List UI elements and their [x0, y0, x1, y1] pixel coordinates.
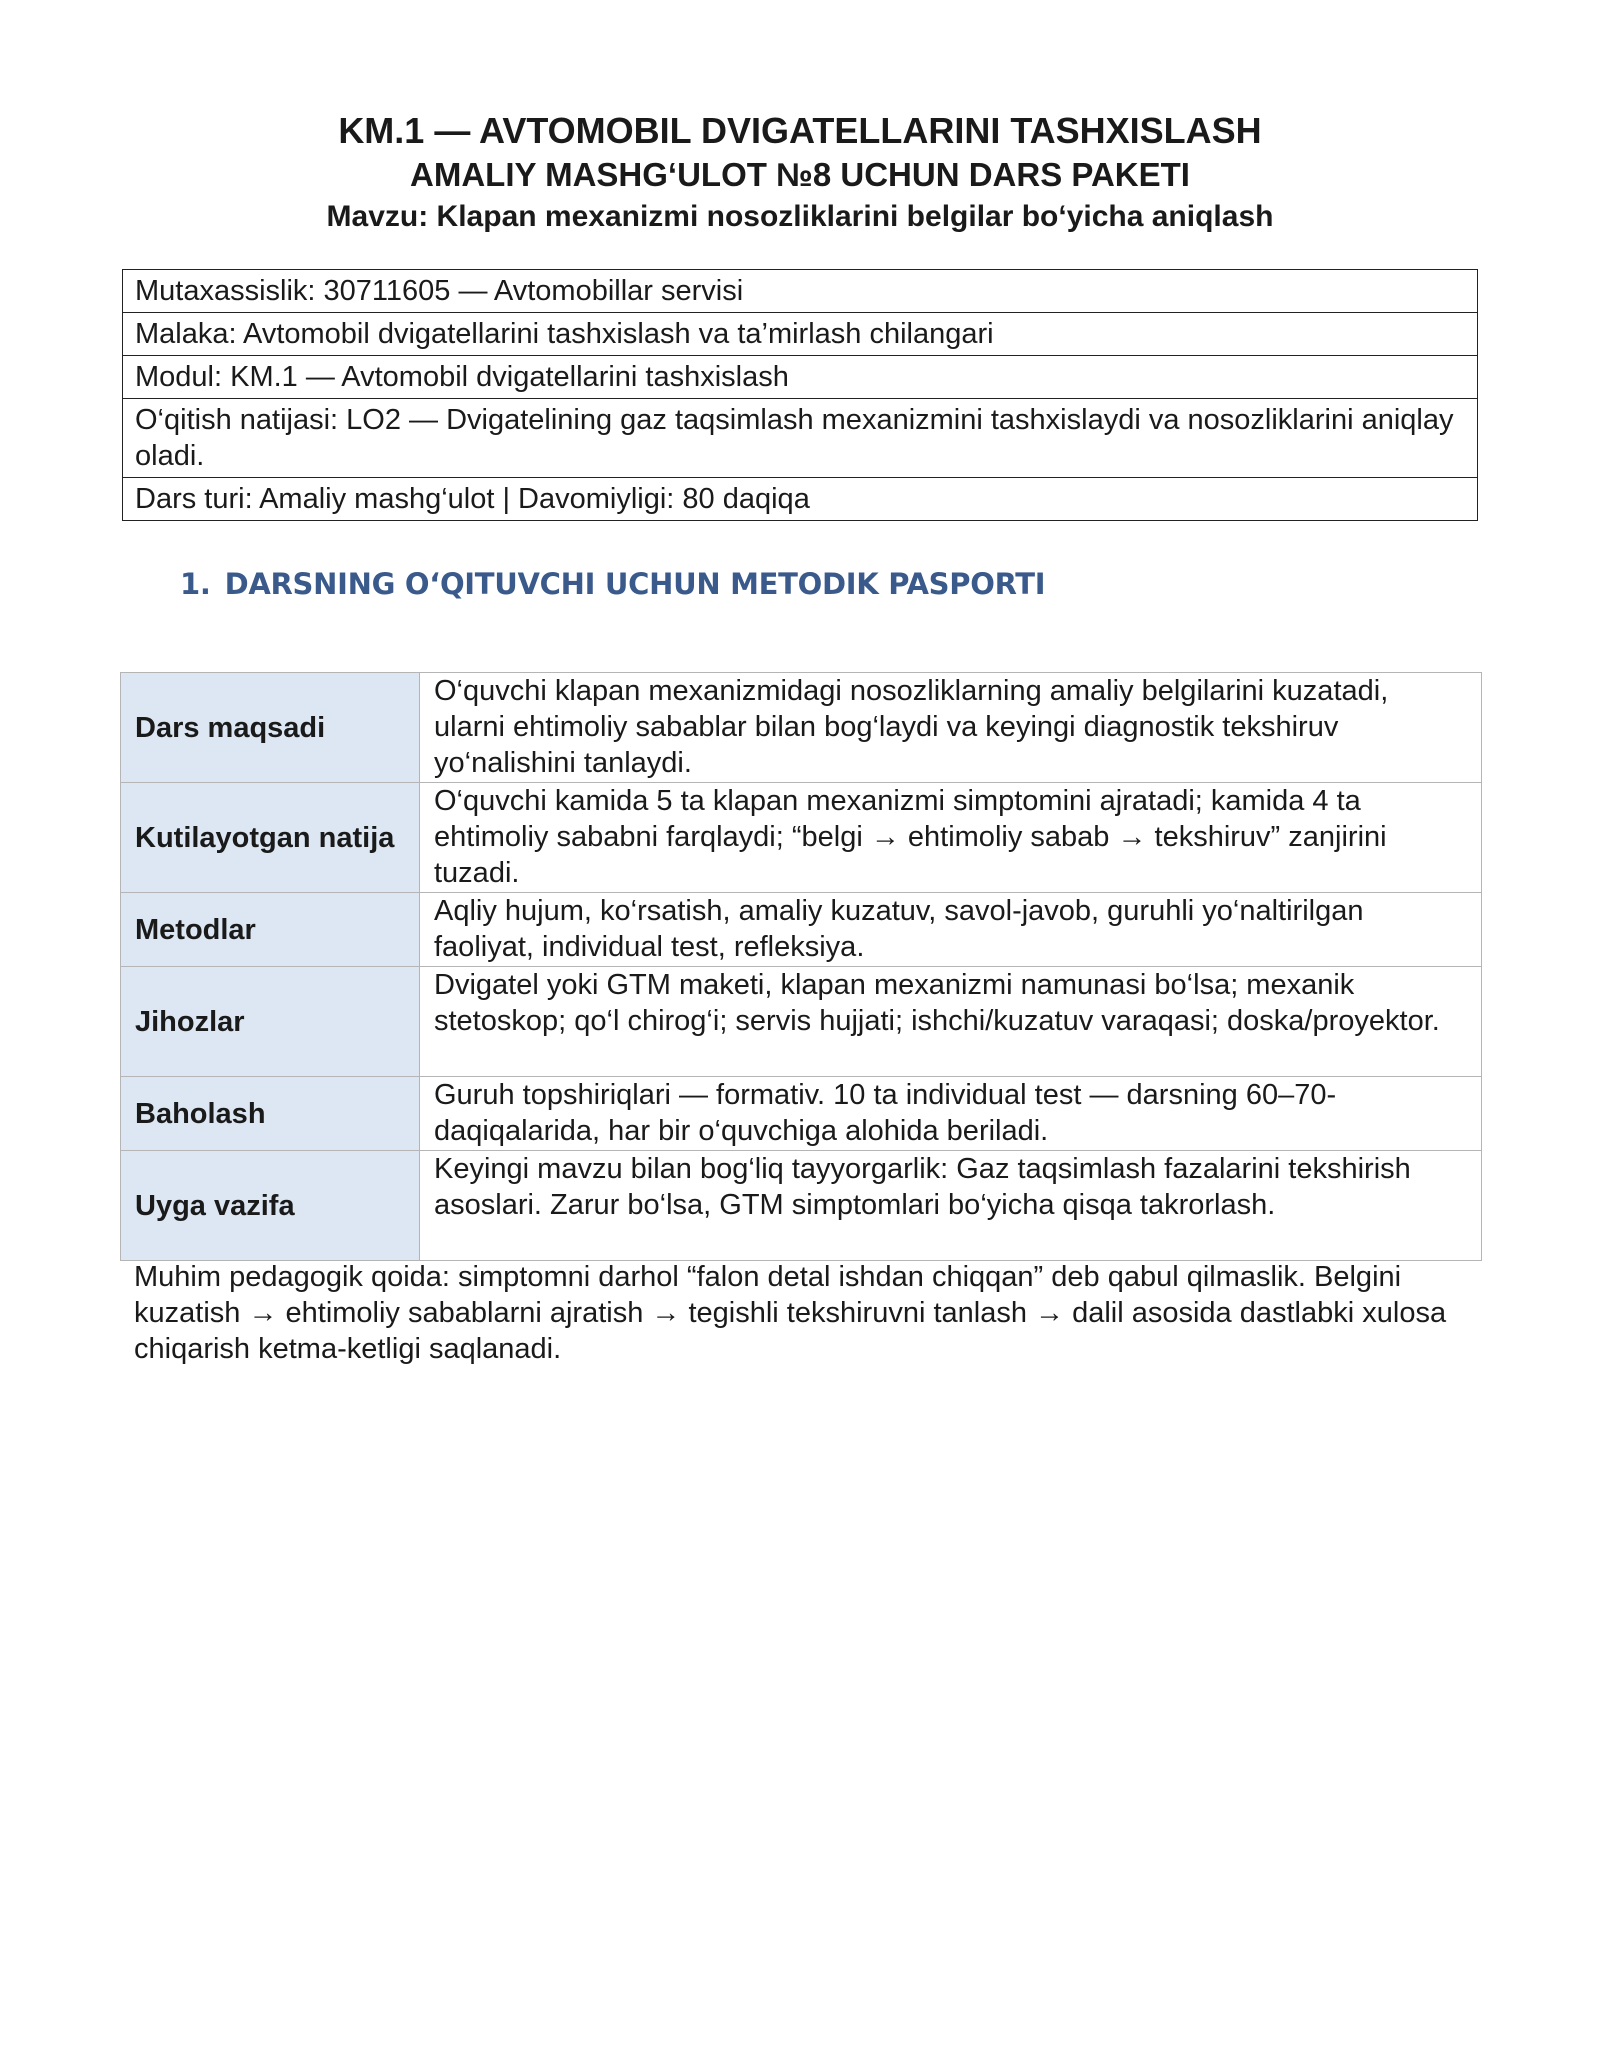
passport-label: Kutilayotgan natija [121, 783, 420, 893]
document-subtitle: AMALIY MASHG‘ULOT №8 UCHUN DARS PAKETI [410, 156, 1190, 193]
info-cell: Modul: KM.1 — Avtomobil dvigatellarini tashxislash [123, 356, 1478, 399]
passport-value: Dvigatel yoki GTM maketi, klapan mexanizmi namunasi bo‘lsa; mexanik stetoskop; qo‘l chirog‘i; servis hujjati; ishchi/kuzatuv varaqasi; doska/proyektor. [420, 967, 1482, 1077]
passport-value: Guruh topshiriqlari — formativ. 10 ta individual test — darsning 60–70-daqiqalarida, har bir o‘quvchiga alohida beriladi. [420, 1077, 1482, 1151]
info-row-learning-outcome [123, 399, 1478, 478]
pedagogical-note [134, 1259, 1474, 1367]
passport-value: O‘quvchi klapan mexanizmidagi nosozliklarning amaliy belgilarini kuzatadi, ularni ehtimoliy sabablar bilan bog‘laydi va keyingi diagnostik tekshiruv yo‘nalishini tanlaydi. [420, 673, 1482, 783]
passport-label: Dars maqsadi [121, 673, 420, 783]
info-cell: Malaka: Avtomobil dvigatellarini tashxislash va ta’mirlash chilangari [123, 313, 1478, 356]
passport-label: Baholash [121, 1077, 420, 1151]
passport-value: Keyingi mavzu bilan bog‘liq tayyorgarlik: Gaz taqsimlash fazalarini tekshirish asoslari. Zarur bo‘lsa, GTM simptomlari bo‘yicha qisqa takrorlash. [420, 1151, 1482, 1261]
info-cell: Dars turi: Amaliy mashg‘ulot | Davomiyligi: 80 daqiqa [123, 478, 1478, 521]
section-number: 1. [180, 567, 211, 601]
info-cell: Mutaxassislik: 30711605 — Avtomobillar servisi [123, 270, 1478, 313]
methodical-passport-table [120, 672, 1482, 1261]
passport-label: Metodlar [121, 893, 420, 967]
passport-label: Uyga vazifa [121, 1151, 420, 1261]
info-cell: O‘qitish natijasi: LO2 — Dvigatelining gaz taqsimlash mexanizmini tashxislaydi va nosozliklarini aniqlay oladi. [123, 399, 1478, 478]
info-row-lesson-type [123, 478, 1478, 521]
info-row-specialty [123, 270, 1478, 313]
pedagogical-note-text: Muhim pedagogik qoida: simptomni darhol “falon detal ishdan chiqqan” deb qabul qilmaslik. Belgini kuzatish → ehtimoliy sabablarni ajratish → tegishli tekshiruvni tanlash → dalil asosida dastlabki xulosa chiqarish ketma-ketligi saqlanadi. [134, 1261, 1447, 1365]
info-row-module [123, 356, 1478, 399]
passport-value: O‘quvchi kamida 5 ta klapan mexanizmi simptomini ajratadi; kamida 4 ta ehtimoliy sababni farqlaydi; “belgi → ehtimoliy sabab → tekshiruv” zanjirini tuzadi. [420, 783, 1482, 893]
document-title: KM.1 — AVTOMOBIL DVIGATELLARINI TASHXISLASH [338, 110, 1262, 151]
passport-label: Jihozlar [121, 967, 420, 1077]
passport-row-equipment [121, 967, 1482, 1077]
info-row-qualification [123, 313, 1478, 356]
section-heading [180, 567, 1045, 601]
passport-row-expected-result [121, 783, 1482, 893]
lesson-topic: Mavzu: Klapan mexanizmi nosozliklarini belgilar bo‘yicha aniqlash [326, 200, 1274, 233]
passport-row-methods [121, 893, 1482, 967]
section-title: DARSNING O‘QITUVCHI UCHUN METODIK PASPORTI [224, 567, 1046, 601]
course-info-table [122, 269, 1478, 521]
passport-row-goal [121, 673, 1482, 783]
document-header [120, 108, 1480, 238]
passport-row-homework [121, 1151, 1482, 1261]
passport-value: Aqliy hujum, ko‘rsatish, amaliy kuzatuv, savol-javob, guruhli yo‘naltirilgan faoliyat, individual test, refleksiya. [420, 893, 1482, 967]
passport-row-assessment [121, 1077, 1482, 1151]
